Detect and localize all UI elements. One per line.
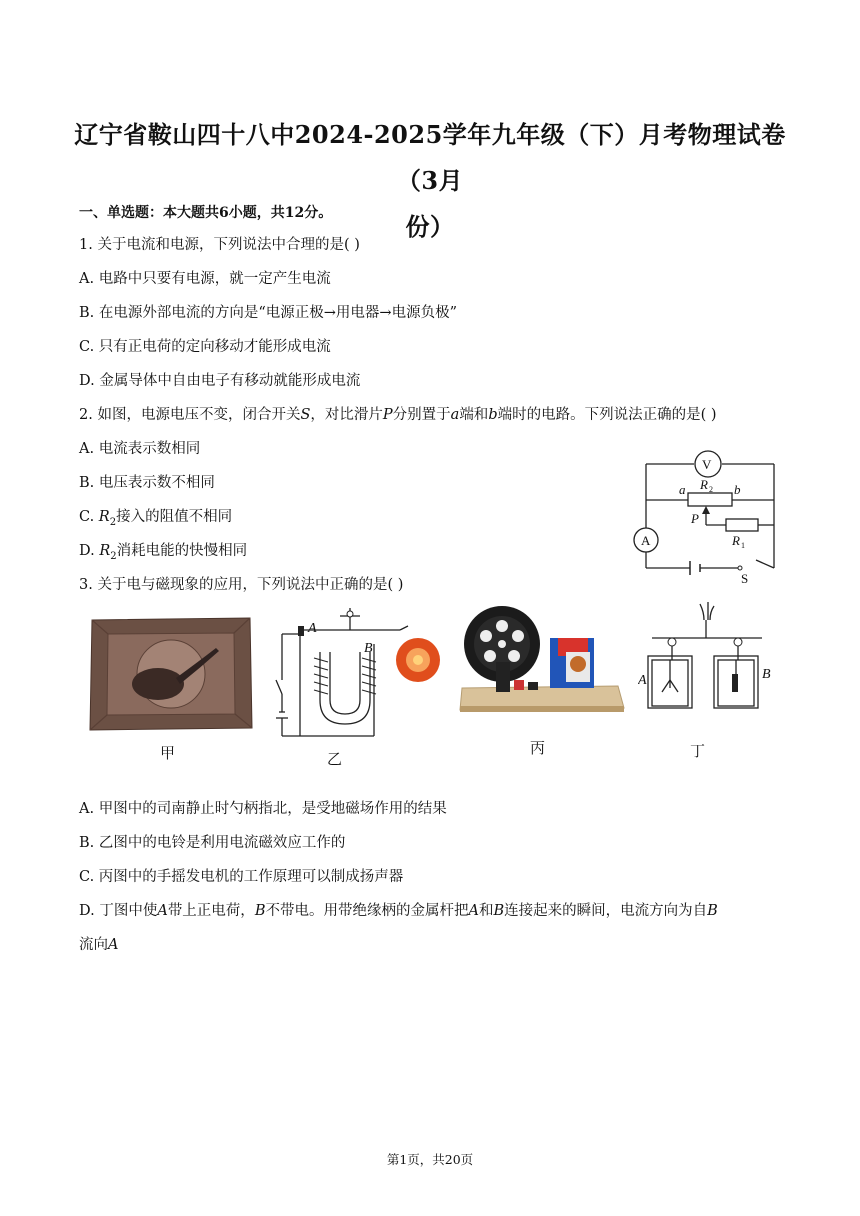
q2-option-b: B. 电压表示数不相同 [79, 475, 215, 491]
q3-option-d-line2: 流向A [79, 937, 119, 953]
label-b-end: b [734, 482, 741, 497]
fig-yi-label-b: B [364, 641, 373, 656]
switch-icon [738, 566, 742, 570]
fig-yi-label-a: A [308, 621, 317, 636]
label-r1: R [732, 533, 740, 548]
figure-yi-bell [270, 604, 446, 742]
label-p: P [691, 511, 699, 526]
resistor-r1-icon [726, 519, 758, 531]
q2-option-d: D. $R_2$消耗电能的快慢相同 [79, 543, 248, 562]
label-s: S [741, 571, 749, 586]
label-a-end: a [679, 482, 686, 497]
circuit-diagram [628, 446, 788, 586]
q1-option-b: B. 在电源外部电流的方向是“电源正极→用电器→电源负极” [79, 305, 457, 321]
label-a-meter: A [641, 533, 651, 548]
figure-label-ding: 丁 [690, 742, 706, 760]
q2-option-a: A. 电流表示数相同 [79, 441, 201, 457]
q1-stem: 1. 关于电流和电源，下列说法中合理的是( ) [79, 237, 360, 253]
q3-option-b: B. 乙图中的电铃是利用电流磁效应工作的 [79, 835, 346, 851]
battery-icon [690, 561, 700, 575]
page-title [70, 112, 790, 250]
figure-bing-generator [458, 602, 626, 716]
q3-option-d-line1: D. 丁图中使A带上正电荷，B不带电。用带绝缘柄的金属杆把A和B连接起来的瞬间，电流方向为自B [79, 903, 718, 919]
slider-arrow-icon [702, 506, 710, 514]
figure-jia-sinan [88, 614, 254, 732]
q3-stem: 3. 关于电与磁现象的应用，下列说法中正确的是( ) [79, 577, 404, 593]
fig-ding-label-a: A [638, 673, 647, 688]
figure-ding-electroscopes [638, 600, 778, 718]
figure-label-yi: 乙 [327, 750, 343, 768]
q1-option-d: D. 金属导体中自由电子有移动就能形成电流 [79, 373, 361, 389]
q2-stem: 2. 如图，电源电压不变，闭合开关S，对比滑片P分别置于a端和b端时的电路。下列说法正确的是( ) [79, 407, 717, 423]
section-heading: 一、单选题：本大题共6小题，共12分。 [79, 205, 333, 221]
q1-option-c: C. 只有正电荷的定向移动才能形成电流 [79, 339, 331, 355]
q3-option-a: A. 甲图中的司南静止时勺柄指北，是受地磁场作用的结果 [79, 801, 447, 817]
fig-ding-label-b: B [762, 667, 771, 682]
figure-label-jia: 甲 [160, 744, 176, 762]
q3-option-c: C. 丙图中的手摇发电机的工作原理可以制成扬声器 [79, 869, 404, 885]
label-r2: R [700, 477, 708, 492]
title-line-1: 辽宁省鞍山四十八中2024-2025学年九年级（下）月考物理试卷（3月 [74, 120, 786, 195]
page-footer: 第1页，共20页 [386, 1152, 474, 1167]
title-line-2: 份） [405, 212, 455, 241]
figure-label-bing: 丙 [530, 739, 546, 757]
resistor-r2-icon [688, 493, 732, 506]
q2-option-c: C. $R_2$接入的阻值不相同 [79, 509, 233, 528]
label-v: V [702, 457, 712, 472]
q1-option-a: A. 电路中只要有电源，就一定产生电流 [79, 271, 331, 287]
label-r1-sub: 1 [741, 541, 745, 550]
label-r2-sub: 2 [709, 485, 713, 494]
